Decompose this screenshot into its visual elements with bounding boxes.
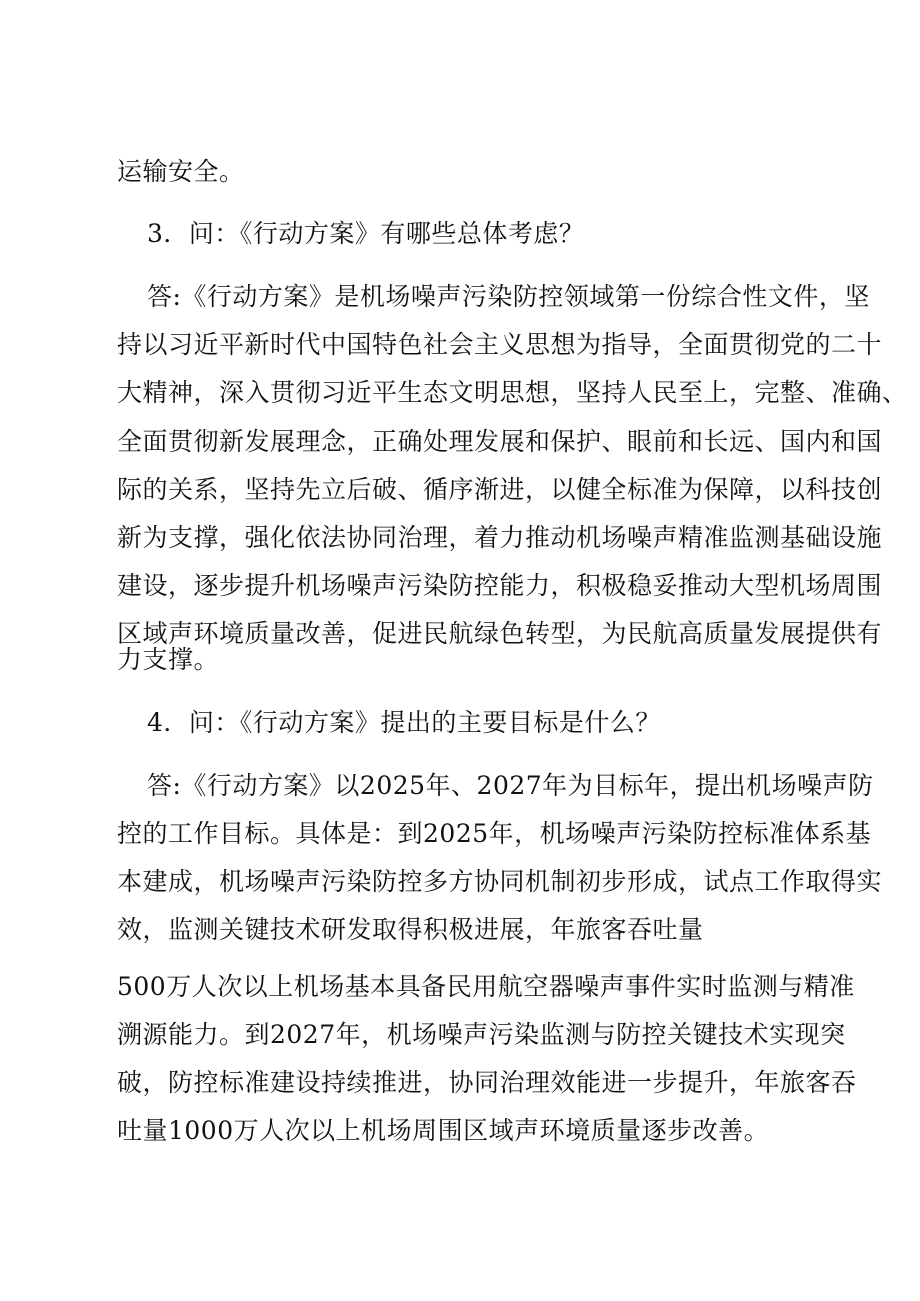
answer-4-line: 500万人次以上机场基本具备民用航空器噪声事件实时监测与精准	[117, 972, 855, 1001]
answer-4-line: 本建成，机场噪声污染防控多方协同机制初步形成，试点工作取得实	[117, 867, 883, 896]
answer-4-line: 溯源能力。到2027年，机场噪声污染监测与防控关键技术实现突	[117, 1020, 846, 1049]
answer-3-line: 际的关系，坚持先立后破、循序渐进，以健全标准为保障，以科技创	[117, 475, 883, 504]
question-3: 3．问：《行动方案》有哪些总体考虑？	[147, 219, 585, 248]
answer-3-line: 力支撑。	[117, 645, 220, 674]
paragraph-tail-line: 运输安全。	[117, 157, 245, 186]
answer-4-line: 破，防控标准建设持续推进，协同治理效能进一步提升，年旅客吞	[117, 1068, 857, 1097]
answer-3-line: 区域声环境质量改善，促进民航绿色转型，为民航高质量发展提供有	[117, 619, 883, 648]
question-4: 4．问：《行动方案》提出的主要目标是什么？	[147, 708, 661, 737]
answer-3-line: 建设，逐步提升机场噪声污染防控能力，积极稳妥推动大型机场周围	[117, 571, 883, 600]
answer-4-line: 效，监测关键技术研发取得积极进展，年旅客吞吐量	[117, 915, 704, 944]
answer-3-line: 新为支撑，强化依法协同治理，着力推动机场噪声精准监测基础设施	[117, 523, 883, 552]
answer-3-line: 答:《行动方案》是机场噪声污染防控领域第一份综合性文件，坚	[147, 282, 870, 311]
answer-4-line: 答:《行动方案》以2025年、2027年为目标年，提出机场噪声防	[147, 771, 874, 800]
answer-3-line: 全面贯彻新发展理念，正确处理发展和保护、眼前和长远、国内和国	[117, 427, 883, 456]
answer-4-line: 控的工作目标。具体是：到2025年，机场噪声污染防控标准体系基	[117, 819, 872, 848]
answer-3-line: 大精神，深入贯彻习近平生态文明思想，坚持人民至上，完整、准确、	[117, 378, 908, 407]
answer-4-line: 吐量1000万人次以上机场周围区域声环境质量逐步改善。	[117, 1116, 770, 1145]
answer-3-line: 持以习近平新时代中国特色社会主义思想为指导，全面贯彻党的二十	[117, 330, 883, 359]
